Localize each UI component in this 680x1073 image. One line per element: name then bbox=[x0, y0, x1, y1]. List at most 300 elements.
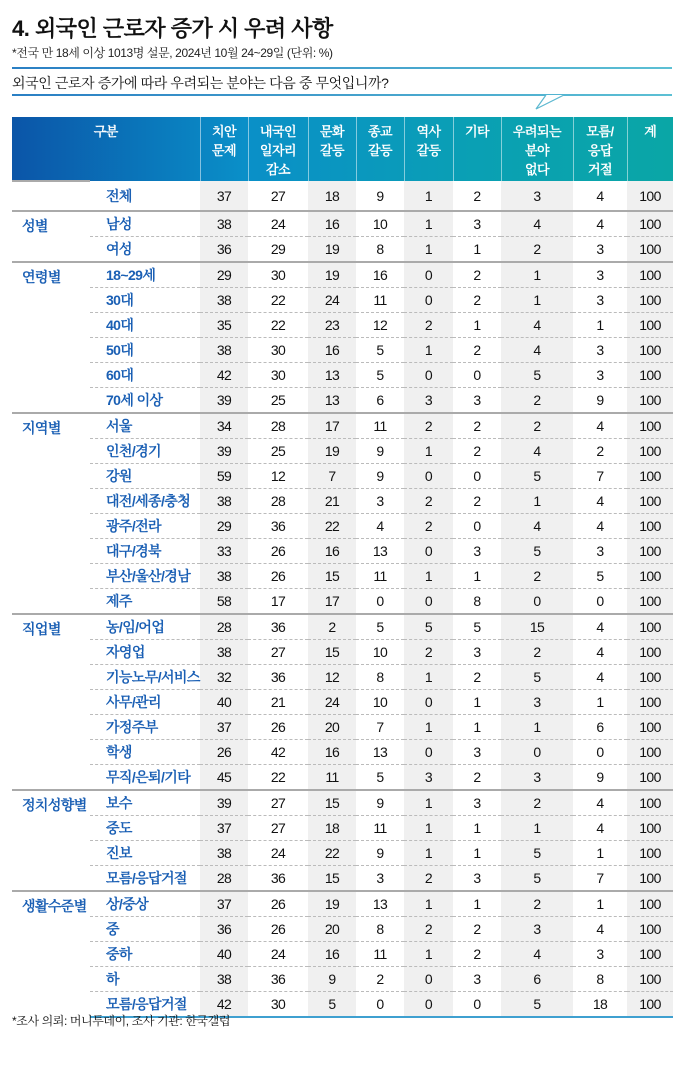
value-cell: 2 bbox=[453, 338, 501, 363]
value-cell: 5 bbox=[404, 614, 453, 640]
value-cell: 36 bbox=[248, 514, 308, 539]
value-cell: 42 bbox=[200, 992, 248, 1018]
row-label: 대전/세종/충청 bbox=[90, 489, 200, 514]
table-row bbox=[12, 765, 673, 791]
value-cell: 16 bbox=[308, 539, 356, 564]
value-cell: 2 bbox=[501, 237, 573, 263]
table-row bbox=[12, 589, 673, 615]
value-cell: 2 bbox=[453, 917, 501, 942]
table-row bbox=[12, 790, 673, 816]
value-cell: 30 bbox=[248, 363, 308, 388]
group-label: 성별 bbox=[12, 211, 90, 262]
value-cell: 24 bbox=[308, 690, 356, 715]
value-cell: 27 bbox=[270, 187, 286, 204]
value-cell: 9 bbox=[356, 841, 404, 866]
value-cell: 3 bbox=[573, 363, 627, 388]
value-cell: 100 bbox=[627, 564, 673, 589]
table-row bbox=[12, 891, 673, 917]
value-cell: 9 bbox=[596, 769, 604, 785]
value-cell: 9 bbox=[376, 187, 384, 204]
value-cell: 24 bbox=[248, 942, 308, 967]
value-cell: 3 bbox=[453, 539, 501, 564]
value-cell: 6 bbox=[376, 392, 384, 408]
value-cell: 8 bbox=[376, 241, 384, 257]
value-cell: 2 bbox=[308, 614, 356, 640]
value-cell: 1 bbox=[453, 564, 501, 589]
value-cell: 4 bbox=[501, 338, 573, 363]
footnote: *조사 의뢰: 머니투데이, 조사 기관: 한국갤럽 bbox=[12, 1014, 231, 1028]
value-cell: 36 bbox=[248, 967, 308, 992]
value-cell: 4 bbox=[501, 313, 573, 338]
value-cell: 17 bbox=[270, 593, 286, 609]
value-cell: 5 bbox=[501, 841, 573, 866]
value-cell: 9 bbox=[308, 967, 356, 992]
value-cell: 100 bbox=[627, 790, 673, 816]
value-cell: 100 bbox=[627, 181, 673, 211]
table-row bbox=[12, 262, 673, 288]
row-label: 상/중상 bbox=[90, 891, 200, 917]
value-cell: 6 bbox=[573, 715, 627, 740]
value-cell: 2 bbox=[404, 489, 453, 514]
value-cell: 4 bbox=[573, 614, 627, 640]
value-cell: 5 bbox=[356, 338, 404, 363]
value-cell: 1 bbox=[404, 715, 453, 740]
row-label: 자영업 bbox=[90, 640, 200, 665]
value-cell: 36 bbox=[200, 237, 248, 263]
value-cell: 22 bbox=[270, 769, 286, 785]
value-cell: 1 bbox=[573, 313, 627, 338]
value-cell: 5 bbox=[501, 539, 573, 564]
value-cell: 4 bbox=[573, 790, 627, 816]
value-cell: 34 bbox=[200, 413, 248, 439]
value-cell: 100 bbox=[627, 891, 673, 917]
table-row bbox=[12, 614, 673, 640]
value-cell: 3 bbox=[356, 489, 404, 514]
value-cell: 0 bbox=[453, 992, 501, 1018]
value-cell: 4 bbox=[573, 514, 627, 539]
survey-info: *전국 만 18세 이상 1013명 설문, 2024년 10월 24~29일 (단위: %) bbox=[12, 46, 333, 60]
value-cell: 0 bbox=[404, 539, 453, 564]
value-cell: 11 bbox=[356, 288, 404, 313]
value-cell: 39 bbox=[200, 790, 248, 816]
value-cell: 0 bbox=[404, 262, 453, 288]
value-cell: 4 bbox=[356, 514, 404, 539]
row-label: 기능노무/서비스 bbox=[90, 665, 200, 690]
table-row bbox=[12, 539, 673, 564]
value-cell: 30 bbox=[248, 262, 308, 288]
value-cell: 27 bbox=[248, 790, 308, 816]
value-cell: 3 bbox=[453, 790, 501, 816]
table-row bbox=[12, 514, 673, 539]
value-cell: 1 bbox=[404, 211, 453, 237]
value-cell: 100 bbox=[627, 338, 673, 363]
value-cell: 0 bbox=[404, 288, 453, 313]
value-cell: 4 bbox=[573, 665, 627, 690]
value-cell: 21 bbox=[248, 690, 308, 715]
value-cell: 58 bbox=[200, 589, 248, 615]
value-cell: 12 bbox=[356, 313, 404, 338]
value-cell: 24 bbox=[308, 288, 356, 313]
value-cell: 19 bbox=[308, 891, 356, 917]
value-cell: 1 bbox=[404, 816, 453, 841]
value-cell: 1 bbox=[453, 891, 501, 917]
value-cell: 100 bbox=[627, 917, 673, 942]
value-cell: 0 bbox=[404, 464, 453, 489]
table-row bbox=[12, 211, 673, 237]
value-cell: 15 bbox=[308, 564, 356, 589]
value-cell: 100 bbox=[627, 413, 673, 439]
table-row bbox=[12, 640, 673, 665]
row-label: 서울 bbox=[90, 413, 200, 439]
row-label: 모름/응답거절 bbox=[106, 870, 187, 886]
column-header: 구분 bbox=[93, 124, 118, 139]
value-cell: 1 bbox=[404, 564, 453, 589]
value-cell: 0 bbox=[404, 992, 453, 1018]
table-row bbox=[12, 841, 673, 866]
value-cell: 8 bbox=[356, 917, 404, 942]
value-cell: 21 bbox=[308, 489, 356, 514]
value-cell: 27 bbox=[248, 640, 308, 665]
group-label: 정치성향별 bbox=[12, 790, 90, 891]
value-cell: 1 bbox=[404, 841, 453, 866]
divider-top bbox=[12, 67, 672, 69]
value-cell: 3 bbox=[573, 539, 627, 564]
value-cell: 28 bbox=[200, 614, 248, 640]
value-cell: 6 bbox=[501, 967, 573, 992]
value-cell: 10 bbox=[356, 211, 404, 237]
value-cell: 100 bbox=[627, 439, 673, 464]
column-header: 우려되는 분야 없다 bbox=[501, 117, 573, 181]
table-row bbox=[12, 816, 673, 841]
value-cell: 18 bbox=[573, 992, 627, 1018]
row-label: 제주 bbox=[106, 593, 132, 609]
value-cell: 1 bbox=[501, 262, 573, 288]
value-cell: 11 bbox=[308, 765, 356, 791]
divider-bottom bbox=[12, 94, 672, 96]
value-cell: 1 bbox=[453, 816, 501, 841]
value-cell: 16 bbox=[356, 262, 404, 288]
table-row bbox=[12, 288, 673, 313]
value-cell: 1 bbox=[501, 816, 573, 841]
value-cell: 100 bbox=[627, 841, 673, 866]
value-cell: 3 bbox=[573, 338, 627, 363]
column-header: 종교 갈등 bbox=[356, 117, 404, 181]
group-label: 생활수준별 bbox=[12, 891, 90, 1017]
value-cell: 2 bbox=[501, 564, 573, 589]
row-label: 농/임/어업 bbox=[90, 614, 200, 640]
value-cell: 3 bbox=[404, 388, 453, 414]
value-cell: 5 bbox=[308, 992, 356, 1018]
value-cell: 3 bbox=[453, 967, 501, 992]
value-cell: 0 bbox=[404, 589, 453, 615]
value-cell: 38 bbox=[200, 489, 248, 514]
value-cell: 1 bbox=[404, 790, 453, 816]
value-cell: 17 bbox=[308, 589, 356, 615]
value-cell: 45 bbox=[200, 765, 248, 791]
value-cell: 1 bbox=[573, 891, 627, 917]
value-cell: 3 bbox=[596, 241, 604, 257]
value-cell: 4 bbox=[573, 816, 627, 841]
table-row bbox=[12, 464, 673, 489]
value-cell: 13 bbox=[356, 539, 404, 564]
row-label: 가정주부 bbox=[90, 715, 200, 740]
value-cell: 19 bbox=[308, 439, 356, 464]
value-cell: 23 bbox=[308, 313, 356, 338]
value-cell: 12 bbox=[248, 464, 308, 489]
value-cell: 4 bbox=[573, 917, 627, 942]
table-row bbox=[12, 690, 673, 715]
value-cell: 28 bbox=[200, 866, 248, 892]
value-cell: 8 bbox=[573, 967, 627, 992]
row-label: 50대 bbox=[90, 338, 200, 363]
value-cell: 11 bbox=[356, 413, 404, 439]
value-cell: 3 bbox=[573, 942, 627, 967]
value-cell: 7 bbox=[573, 464, 627, 489]
row-label: 70세 이상 bbox=[106, 392, 163, 408]
value-cell: 5 bbox=[376, 769, 384, 785]
table-row bbox=[12, 413, 673, 439]
value-cell: 13 bbox=[356, 891, 404, 917]
value-cell: 4 bbox=[573, 413, 627, 439]
value-cell: 22 bbox=[308, 514, 356, 539]
value-cell: 26 bbox=[248, 891, 308, 917]
value-cell: 4 bbox=[501, 439, 573, 464]
value-cell: 15 bbox=[501, 614, 573, 640]
value-cell: 5 bbox=[501, 866, 573, 892]
value-cell: 42 bbox=[248, 740, 308, 765]
row-label: 학생 bbox=[90, 740, 200, 765]
value-cell: 2 bbox=[404, 640, 453, 665]
value-cell: 3 bbox=[453, 640, 501, 665]
value-cell: 3 bbox=[573, 288, 627, 313]
table-row bbox=[12, 740, 673, 765]
group-label: 직업별 bbox=[12, 614, 90, 790]
value-cell: 1 bbox=[453, 690, 501, 715]
value-cell: 2 bbox=[453, 288, 501, 313]
value-cell: 2 bbox=[473, 187, 481, 204]
value-cell: 2 bbox=[356, 967, 404, 992]
value-cell: 5 bbox=[453, 614, 501, 640]
value-cell: 1 bbox=[453, 841, 501, 866]
value-cell: 27 bbox=[248, 816, 308, 841]
value-cell: 38 bbox=[200, 288, 248, 313]
value-cell: 37 bbox=[200, 891, 248, 917]
value-cell: 2 bbox=[404, 866, 453, 892]
group-label: 지역별 bbox=[12, 413, 90, 614]
value-cell: 17 bbox=[308, 413, 356, 439]
value-cell: 5 bbox=[356, 363, 404, 388]
row-label: 30대 bbox=[90, 288, 200, 313]
value-cell: 4 bbox=[501, 514, 573, 539]
value-cell: 28 bbox=[248, 413, 308, 439]
value-cell: 40 bbox=[200, 690, 248, 715]
value-cell: 2 bbox=[453, 489, 501, 514]
table-row bbox=[12, 237, 673, 263]
value-cell: 3 bbox=[453, 211, 501, 237]
value-cell: 5 bbox=[501, 464, 573, 489]
table-row bbox=[12, 942, 673, 967]
value-cell: 100 bbox=[627, 816, 673, 841]
value-cell: 3 bbox=[473, 870, 481, 886]
value-cell: 25 bbox=[270, 392, 286, 408]
table-row bbox=[12, 866, 673, 892]
value-cell: 2 bbox=[501, 640, 573, 665]
row-label: 중하 bbox=[90, 942, 200, 967]
value-cell: 25 bbox=[248, 439, 308, 464]
value-cell: 22 bbox=[308, 841, 356, 866]
value-cell: 2 bbox=[501, 790, 573, 816]
table-row bbox=[12, 181, 673, 211]
value-cell: 100 bbox=[627, 665, 673, 690]
value-cell: 100 bbox=[627, 866, 673, 892]
value-cell: 2 bbox=[501, 413, 573, 439]
value-cell: 100 bbox=[627, 514, 673, 539]
value-cell: 3 bbox=[573, 262, 627, 288]
value-cell: 1 bbox=[404, 338, 453, 363]
table-row bbox=[12, 967, 673, 992]
value-cell: 100 bbox=[627, 942, 673, 967]
value-cell: 33 bbox=[200, 539, 248, 564]
value-cell: 26 bbox=[248, 539, 308, 564]
value-cell: 15 bbox=[308, 640, 356, 665]
column-header: 기타 bbox=[453, 117, 501, 181]
table-row bbox=[12, 338, 673, 363]
value-cell: 1 bbox=[404, 181, 453, 211]
value-cell: 7 bbox=[596, 870, 604, 886]
value-cell: 2 bbox=[404, 313, 453, 338]
value-cell: 38 bbox=[200, 640, 248, 665]
value-cell: 16 bbox=[308, 211, 356, 237]
value-cell: 38 bbox=[200, 211, 248, 237]
value-cell: 38 bbox=[200, 967, 248, 992]
value-cell: 100 bbox=[627, 765, 673, 791]
value-cell: 100 bbox=[627, 690, 673, 715]
survey-question: 외국인 근로자 증가에 따라 우려되는 분야는 다음 중 무엇입니까? bbox=[12, 75, 389, 91]
row-label: 남성 bbox=[90, 211, 200, 237]
table-row bbox=[12, 665, 673, 690]
value-cell: 0 bbox=[404, 740, 453, 765]
value-cell: 3 bbox=[501, 181, 573, 211]
speech-pointer-icon bbox=[532, 95, 572, 111]
value-cell: 20 bbox=[308, 917, 356, 942]
value-cell: 29 bbox=[200, 514, 248, 539]
table-row bbox=[12, 313, 673, 338]
value-cell: 11 bbox=[356, 564, 404, 589]
value-cell: 100 bbox=[627, 388, 673, 414]
value-cell: 13 bbox=[356, 740, 404, 765]
value-cell: 4 bbox=[573, 211, 627, 237]
value-cell: 59 bbox=[200, 464, 248, 489]
value-cell: 30 bbox=[248, 338, 308, 363]
row-label: 인천/경기 bbox=[90, 439, 200, 464]
value-cell: 36 bbox=[200, 917, 248, 942]
value-cell: 5 bbox=[501, 363, 573, 388]
column-header: 내국인 일자리 감소 bbox=[248, 117, 308, 181]
value-cell: 13 bbox=[308, 363, 356, 388]
value-cell: 0 bbox=[501, 589, 573, 615]
row-label: 하 bbox=[90, 967, 200, 992]
value-cell: 100 bbox=[627, 288, 673, 313]
row-label: 사무/관리 bbox=[90, 690, 200, 715]
value-cell: 0 bbox=[596, 593, 604, 609]
row-label: 진보 bbox=[90, 841, 200, 866]
value-cell: 40 bbox=[200, 942, 248, 967]
results-table bbox=[12, 117, 673, 1018]
value-cell: 1 bbox=[404, 942, 453, 967]
column-header: 역사 갈등 bbox=[404, 117, 453, 181]
value-cell: 1 bbox=[473, 241, 481, 257]
value-cell: 100 bbox=[627, 262, 673, 288]
value-cell: 2 bbox=[453, 262, 501, 288]
column-header: 문화 갈등 bbox=[308, 117, 356, 181]
table-row bbox=[12, 439, 673, 464]
value-cell: 3 bbox=[453, 740, 501, 765]
value-cell: 38 bbox=[200, 338, 248, 363]
group-label bbox=[12, 181, 90, 211]
value-cell: 1 bbox=[573, 690, 627, 715]
value-cell: 2 bbox=[404, 413, 453, 439]
row-label: 대구/경북 bbox=[90, 539, 200, 564]
value-cell: 38 bbox=[200, 841, 248, 866]
table-row bbox=[12, 917, 673, 942]
value-cell: 37 bbox=[200, 181, 248, 211]
row-label: 무직/은퇴/기타 bbox=[106, 769, 191, 785]
value-cell: 2 bbox=[453, 665, 501, 690]
value-cell: 3 bbox=[501, 690, 573, 715]
row-label: 보수 bbox=[90, 790, 200, 816]
value-cell: 2 bbox=[573, 439, 627, 464]
value-cell: 4 bbox=[573, 640, 627, 665]
value-cell: 38 bbox=[200, 564, 248, 589]
value-cell: 100 bbox=[627, 237, 673, 263]
value-cell: 5 bbox=[501, 665, 573, 690]
value-cell: 26 bbox=[248, 917, 308, 942]
value-cell: 16 bbox=[308, 942, 356, 967]
value-cell: 2 bbox=[404, 917, 453, 942]
value-cell: 5 bbox=[501, 992, 573, 1018]
value-cell: 1 bbox=[453, 313, 501, 338]
table-header bbox=[12, 117, 673, 181]
value-cell: 18 bbox=[308, 816, 356, 841]
value-cell: 1 bbox=[501, 288, 573, 313]
value-cell: 36 bbox=[248, 614, 308, 640]
value-cell: 2 bbox=[473, 769, 481, 785]
value-cell: 3 bbox=[501, 765, 573, 791]
value-cell: 3 bbox=[473, 392, 481, 408]
value-cell: 26 bbox=[248, 564, 308, 589]
column-header: 계 bbox=[627, 117, 673, 181]
value-cell: 2 bbox=[501, 891, 573, 917]
table-row bbox=[12, 715, 673, 740]
value-cell: 2 bbox=[453, 413, 501, 439]
value-cell: 4 bbox=[596, 187, 604, 204]
value-cell: 100 bbox=[627, 967, 673, 992]
column-header: 모름/ 응답 거절 bbox=[573, 117, 627, 181]
value-cell: 42 bbox=[200, 363, 248, 388]
value-cell: 37 bbox=[200, 715, 248, 740]
value-cell: 0 bbox=[453, 363, 501, 388]
value-cell: 18 bbox=[308, 181, 356, 211]
row-label: 전체 bbox=[106, 187, 132, 204]
value-cell: 3 bbox=[404, 765, 453, 791]
value-cell: 9 bbox=[356, 464, 404, 489]
row-label: 여성 bbox=[106, 241, 132, 257]
value-cell: 10 bbox=[356, 640, 404, 665]
value-cell: 0 bbox=[453, 514, 501, 539]
value-cell: 2 bbox=[404, 514, 453, 539]
value-cell: 39 bbox=[200, 388, 248, 414]
value-cell: 0 bbox=[404, 690, 453, 715]
